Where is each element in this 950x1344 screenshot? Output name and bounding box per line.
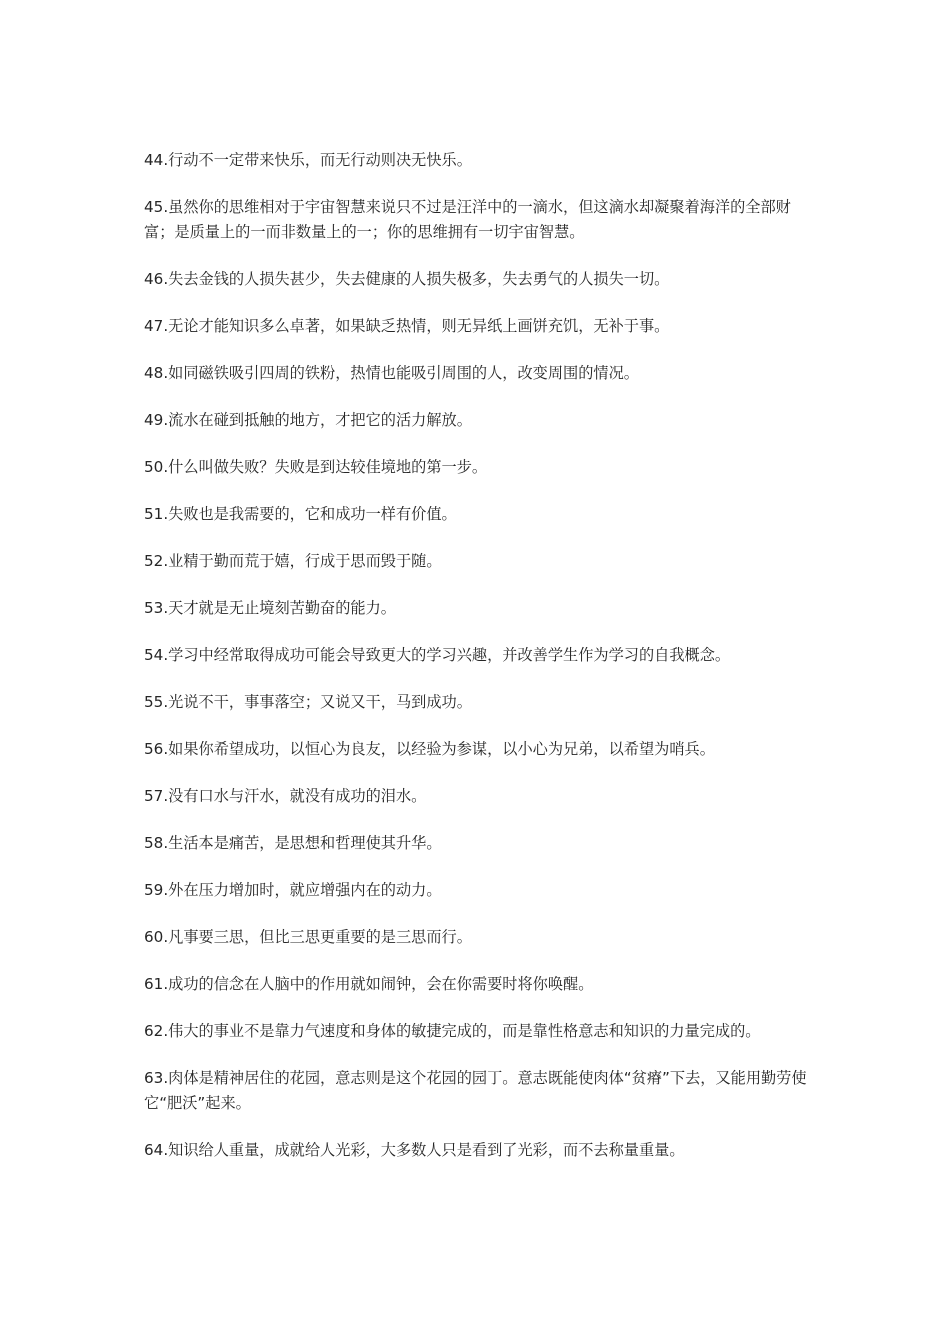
- quote-45: 45.虽然你的思维相对于宇宙智慧来说只不过是汪洋中的一滴水，但这滴水却凝聚着海洋的全部财富；是质量上的一而非数量上的一；你的思维拥有一切宇宙智慧。: [144, 198, 791, 241]
- quote-62: 62.伟大的事业不是靠力气速度和身体的敏捷完成的，而是靠性格意志和知识的力量完成的。: [144, 1022, 761, 1040]
- quote-47: 47.无论才能知识多么卓著，如果缺乏热情，则无异纸上画饼充饥，无补于事。: [144, 317, 670, 335]
- quote-64: 64.知识给人重量，成就给人光彩，大多数人只是看到了光彩，而不去称量重量。: [144, 1141, 685, 1159]
- quote-46: 46.失去金钱的人损失甚少，失去健康的人损失极多，失去勇气的人损失一切。: [144, 270, 670, 288]
- quote-44: 44.行动不一定带来快乐，而无行动则决无快乐。: [144, 151, 472, 169]
- quote-58: 58.生活本是痛苦，是思想和哲理使其升华。: [144, 834, 442, 852]
- quote-48: 48.如同磁铁吸引四周的铁粉，热情也能吸引周围的人，改变周围的情况。: [144, 364, 639, 382]
- quote-54: 54.学习中经常取得成功可能会导致更大的学习兴趣，并改善学生作为学习的自我概念。: [144, 646, 731, 664]
- quote-63: 63.肉体是精神居住的花园，意志则是这个花园的园丁。意志既能使肉体“贫瘠”下去，又能用勤劳使它“肥沃”起来。: [144, 1069, 807, 1112]
- quote-59: 59.外在压力增加时，就应增强内在的动力。: [144, 881, 442, 899]
- quote-list: [144, 148, 816, 1185]
- quote-61: 61.成功的信念在人脑中的作用就如闹钟，会在你需要时将你唤醒。: [144, 975, 594, 993]
- quote-51: 51.失败也是我需要的，它和成功一样有价值。: [144, 505, 457, 523]
- quote-53: 53.天才就是无止境刻苦勤奋的能力。: [144, 599, 396, 617]
- quote-60: 60.凡事要三思，但比三思更重要的是三思而行。: [144, 928, 472, 946]
- quote-56: 56.如果你希望成功，以恒心为良友，以经验为参谋，以小心为兄弟，以希望为哨兵。: [144, 740, 715, 758]
- quote-49: 49.流水在碰到抵触的地方，才把它的活力解放。: [144, 411, 472, 429]
- quote-52: 52.业精于勤而荒于嬉，行成于思而毁于随。: [144, 552, 442, 570]
- quote-57: 57.没有口水与汗水，就没有成功的泪水。: [144, 787, 427, 805]
- quote-55: 55.光说不干，事事落空；又说又干，马到成功。: [144, 693, 472, 711]
- quote-50: 50.什么叫做失败？失败是到达较佳境地的第一步。: [144, 458, 488, 476]
